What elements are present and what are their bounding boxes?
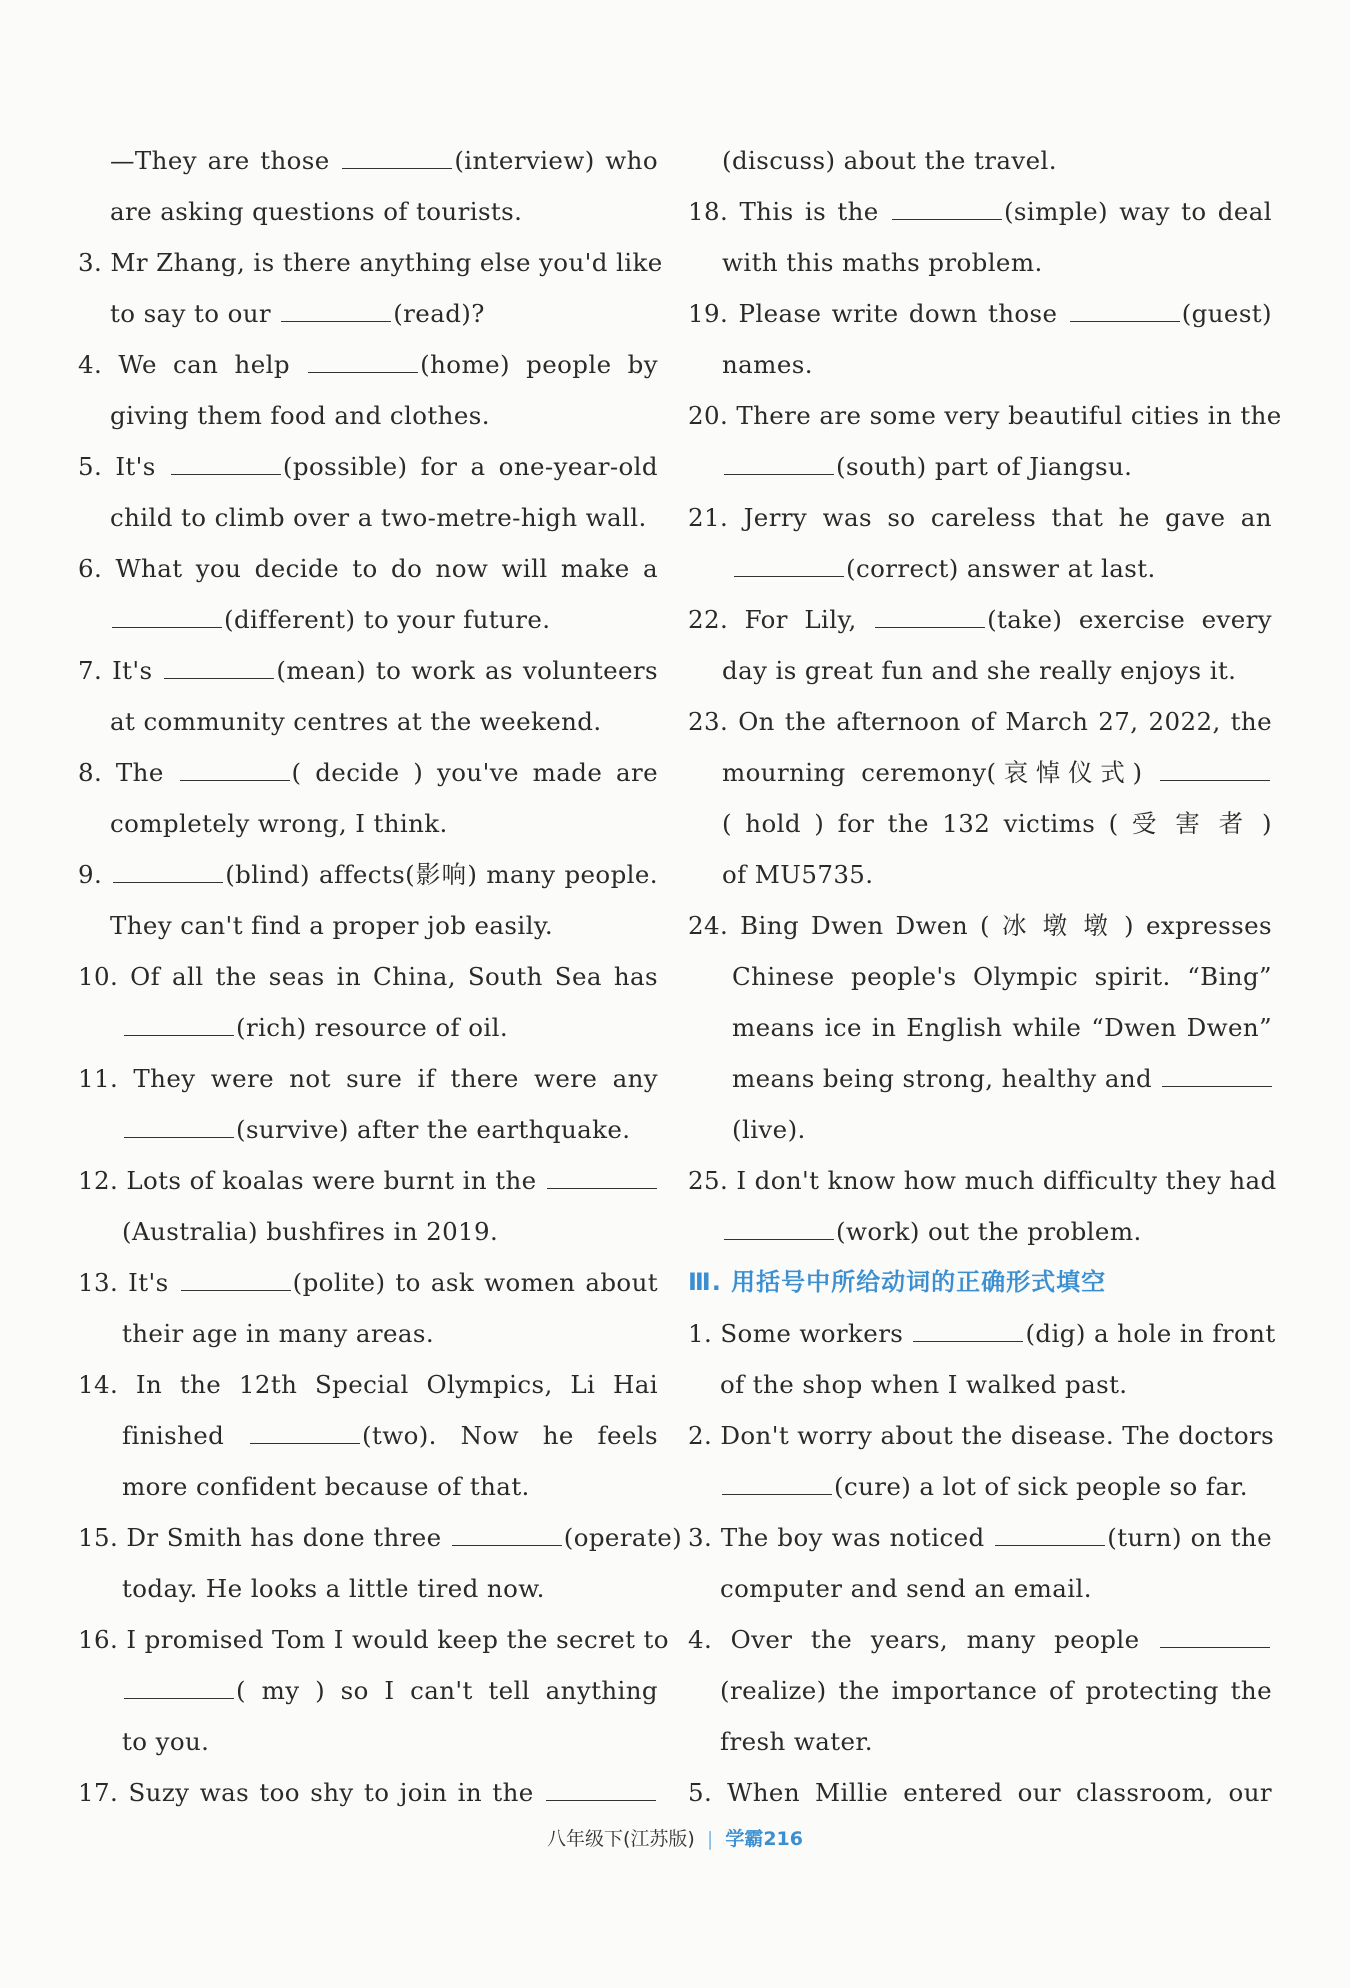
text-line <box>688 1512 1272 1563</box>
text-line <box>688 339 1272 390</box>
text-line <box>78 1359 658 1410</box>
text-line <box>78 441 658 492</box>
answer-blank[interactable] <box>281 320 391 322</box>
text-line <box>688 1665 1272 1716</box>
text-line <box>688 1308 1276 1359</box>
text-line <box>78 1104 658 1155</box>
text-line <box>78 390 658 441</box>
line-text: 19. Please write down those <box>688 299 1068 328</box>
line-text: child to climb over a two-metre-high wall. <box>110 503 647 532</box>
text-line <box>78 1563 658 1614</box>
line-text: 11. They were not sure if there were any <box>78 1064 658 1093</box>
line-text: (read)? <box>393 299 485 328</box>
text-line <box>78 135 658 186</box>
line-text: 1. Some workers <box>688 1319 912 1348</box>
answer-blank[interactable] <box>1070 320 1180 322</box>
answer-blank[interactable] <box>181 1289 291 1291</box>
line-text: (operate) <box>563 1523 683 1552</box>
line-text: 16. I promised Tom I would keep the secret to <box>78 1625 669 1654</box>
text-line <box>78 1410 658 1461</box>
answer-blank[interactable] <box>734 575 844 577</box>
answer-blank[interactable] <box>1162 1085 1272 1087</box>
text-line <box>688 1461 1272 1512</box>
line-text: 6. What you decide to do now will make a <box>78 554 658 583</box>
text-line <box>688 441 1272 492</box>
line-text: (guest) <box>1181 299 1272 328</box>
text-line <box>78 951 658 1002</box>
text-line <box>78 1002 658 1053</box>
answer-blank[interactable] <box>164 677 274 679</box>
answer-blank[interactable] <box>112 626 222 628</box>
text-line <box>688 1767 1272 1818</box>
line-text: (blind) affects(影响) many people. <box>225 860 658 889</box>
line-text: (survive) after the earthquake. <box>236 1115 631 1144</box>
line-text: (take) exercise every <box>987 605 1272 634</box>
text-line <box>78 849 658 900</box>
text-line <box>78 1461 658 1512</box>
answer-blank[interactable] <box>1160 779 1270 781</box>
line-text: 20. There are some very beautiful cities in the <box>688 401 1282 430</box>
answer-blank[interactable] <box>308 371 418 373</box>
line-text: 12. Lots of koalas were burnt in the <box>78 1166 545 1195</box>
line-text: 5. When Millie entered our classroom, our <box>688 1778 1272 1807</box>
answer-blank[interactable] <box>250 1442 360 1444</box>
line-text: (cure) a lot of sick people so far. <box>834 1472 1248 1501</box>
text-line <box>688 186 1272 237</box>
text-line <box>78 1206 658 1257</box>
answer-blank[interactable] <box>546 1799 656 1801</box>
line-text: with this maths problem. <box>722 248 1043 277</box>
line-text: (work) out the problem. <box>836 1217 1142 1246</box>
answer-blank[interactable] <box>124 1034 234 1036</box>
line-text: (mean) to work as volunteers <box>276 656 658 685</box>
answer-blank[interactable] <box>892 218 1002 220</box>
text-line <box>78 1665 658 1716</box>
text-line <box>78 1767 658 1818</box>
line-text: 15. Dr Smith has done three <box>78 1523 450 1552</box>
page-number: 216 <box>763 1828 803 1850</box>
line-text: 10. Of all the seas in China, South Sea has <box>78 962 658 991</box>
text-line <box>688 798 1272 849</box>
text-line <box>688 900 1272 951</box>
line-text: ( hold ) for the 132 victims ( 受 害 者 ) <box>722 809 1272 838</box>
line-text: (Australia) bushfires in 2019. <box>122 1217 499 1246</box>
line-text: day is great fun and she really enjoys it. <box>722 656 1237 685</box>
line-text: (interview) who <box>454 146 658 175</box>
footer-brand: 学霸 <box>725 1828 764 1850</box>
line-text: 17. Suzy was too shy to join in the <box>78 1778 544 1807</box>
text-line <box>78 186 658 237</box>
text-line <box>688 645 1272 696</box>
text-line <box>688 696 1272 747</box>
line-text: 4. We can help <box>78 350 307 379</box>
line-text: completely wrong, I think. <box>110 809 448 838</box>
text-line <box>688 1410 1275 1461</box>
text-line <box>688 594 1272 645</box>
text-line <box>78 1512 683 1563</box>
line-text: 25. I don't know how much difficulty they had <box>688 1166 1277 1195</box>
answer-blank[interactable] <box>1160 1646 1270 1648</box>
line-text: at community centres at the weekend. <box>110 707 602 736</box>
text-line <box>78 339 658 390</box>
line-text: 5. It's <box>78 452 169 481</box>
answer-blank[interactable] <box>113 881 223 883</box>
text-line <box>78 1155 658 1206</box>
text-line <box>78 1053 658 1104</box>
text-line <box>78 798 658 849</box>
line-text: means being strong, healthy and <box>732 1064 1161 1093</box>
text-line <box>688 1053 1272 1104</box>
line-text: 22. For Lily, <box>688 605 874 634</box>
line-text: 14. In the 12th Special Olympics, Li Hai <box>78 1370 658 1399</box>
answer-blank[interactable] <box>913 1340 1023 1342</box>
text-line <box>78 696 658 747</box>
line-text: —They are those <box>110 146 341 175</box>
text-line <box>688 288 1272 339</box>
line-text: 2. Don't worry about the disease. The doctors <box>688 1421 1275 1450</box>
answer-blank[interactable] <box>124 1136 234 1138</box>
text-line <box>78 288 658 339</box>
line-text: of MU5735. <box>722 860 874 889</box>
text-line <box>688 1614 1272 1665</box>
answer-blank[interactable] <box>875 626 985 628</box>
line-text: 13. It's <box>78 1268 179 1297</box>
text-line <box>78 1716 658 1767</box>
line-text: (simple) way to deal <box>1003 197 1273 226</box>
answer-blank[interactable] <box>724 1238 834 1240</box>
line-text: 4. Over the years, many people <box>688 1625 1158 1654</box>
line-text: (south) part of Jiangsu. <box>836 452 1133 481</box>
section-heading: Ⅲ. 用括号中所给动词的正确形式填空 <box>688 1268 1107 1296</box>
answer-blank[interactable] <box>995 1544 1105 1546</box>
line-text: 3. Mr Zhang, is there anything else you'd like <box>78 248 663 277</box>
line-text: 7. It's <box>78 656 163 685</box>
line-text: means ice in English while “Dwen Dwen” <box>732 1013 1272 1042</box>
line-text: (possible) for a one-year-old <box>282 452 658 481</box>
text-line <box>78 492 658 543</box>
text-line <box>78 594 658 645</box>
text-line <box>78 900 658 951</box>
text-line <box>688 1359 1272 1410</box>
line-text: (realize) the importance of protecting the <box>720 1676 1272 1705</box>
line-text: (turn) on the <box>1107 1523 1272 1552</box>
text-line <box>688 1104 1272 1155</box>
answer-blank[interactable] <box>124 1697 234 1699</box>
text-line <box>78 645 658 696</box>
line-text: more confident because of that. <box>122 1472 530 1501</box>
line-text: (dig) a hole in front <box>1025 1319 1276 1348</box>
answer-blank[interactable] <box>171 473 281 475</box>
line-text: to you. <box>122 1727 210 1756</box>
line-text: ( my ) so I can't tell anything <box>236 1676 658 1705</box>
line-text: mourning ceremony(哀悼仪式) <box>722 758 1158 787</box>
text-line <box>688 1563 1272 1614</box>
text-line <box>688 1206 1272 1257</box>
line-text: ( decide ) you've made are <box>291 758 658 787</box>
left-column <box>78 135 683 1818</box>
text-line <box>688 1002 1272 1053</box>
text-line <box>688 543 1272 594</box>
answer-blank[interactable] <box>342 167 452 169</box>
right-column <box>688 135 1282 1818</box>
page-footer <box>0 1824 1350 1851</box>
line-text: Chinese people's Olympic spirit. “Bing” <box>732 962 1272 991</box>
text-line <box>78 237 663 288</box>
line-text: (discuss) about the travel. <box>722 146 1057 175</box>
text-line <box>688 951 1272 1002</box>
line-text: (two). Now he feels <box>362 1421 658 1450</box>
line-text: 3. The boy was noticed <box>688 1523 994 1552</box>
line-text: giving them food and clothes. <box>110 401 490 430</box>
line-text: fresh water. <box>720 1727 873 1756</box>
text-line <box>688 390 1282 441</box>
text-line <box>78 1614 669 1665</box>
text-line <box>78 1308 658 1359</box>
line-text: 9. <box>78 860 112 889</box>
text-line <box>688 849 1272 900</box>
line-text: They can't find a proper job easily. <box>110 911 554 940</box>
text-line <box>78 1257 658 1308</box>
line-text: today. He looks a little tired now. <box>122 1574 545 1603</box>
answer-blank[interactable] <box>180 779 290 781</box>
line-text: (rich) resource of oil. <box>236 1013 509 1042</box>
footer-separator: | <box>706 1828 714 1850</box>
line-text: (correct) answer at last. <box>846 554 1156 583</box>
text-line <box>688 135 1272 186</box>
line-text: (different) to your future. <box>224 605 551 634</box>
line-text: 24. Bing Dwen Dwen ( 冰 墩 墩 ) expresses <box>688 911 1272 940</box>
line-text: names. <box>722 350 813 379</box>
line-text: 21. Jerry was so careless that he gave an <box>688 503 1272 532</box>
text-line <box>78 543 658 594</box>
line-text: computer and send an email. <box>720 1574 1092 1603</box>
answer-blank[interactable] <box>452 1544 562 1546</box>
footer-grade: 八年级下(江苏版) <box>546 1828 695 1850</box>
answer-blank[interactable] <box>547 1187 657 1189</box>
text-line <box>688 492 1272 543</box>
answer-blank[interactable] <box>722 1493 832 1495</box>
text-line <box>688 1155 1277 1206</box>
text-line <box>78 747 658 798</box>
answer-blank[interactable] <box>724 473 834 475</box>
line-text: finished <box>122 1421 248 1450</box>
line-text: to say to our <box>110 299 280 328</box>
text-line <box>688 237 1272 288</box>
text-line <box>688 1716 1272 1767</box>
line-text: are asking questions of tourists. <box>110 197 523 226</box>
line-text: 8. The <box>78 758 178 787</box>
text-line <box>688 747 1272 798</box>
line-text: their age in many areas. <box>122 1319 435 1348</box>
line-text: (home) people by <box>420 350 658 379</box>
line-text: (polite) to ask women about <box>292 1268 658 1297</box>
line-text: 23. On the afternoon of March 27, 2022, the <box>688 707 1272 736</box>
line-text: 18. This is the <box>688 197 890 226</box>
line-text: of the shop when I walked past. <box>720 1370 1128 1399</box>
line-text: (live). <box>732 1115 806 1144</box>
